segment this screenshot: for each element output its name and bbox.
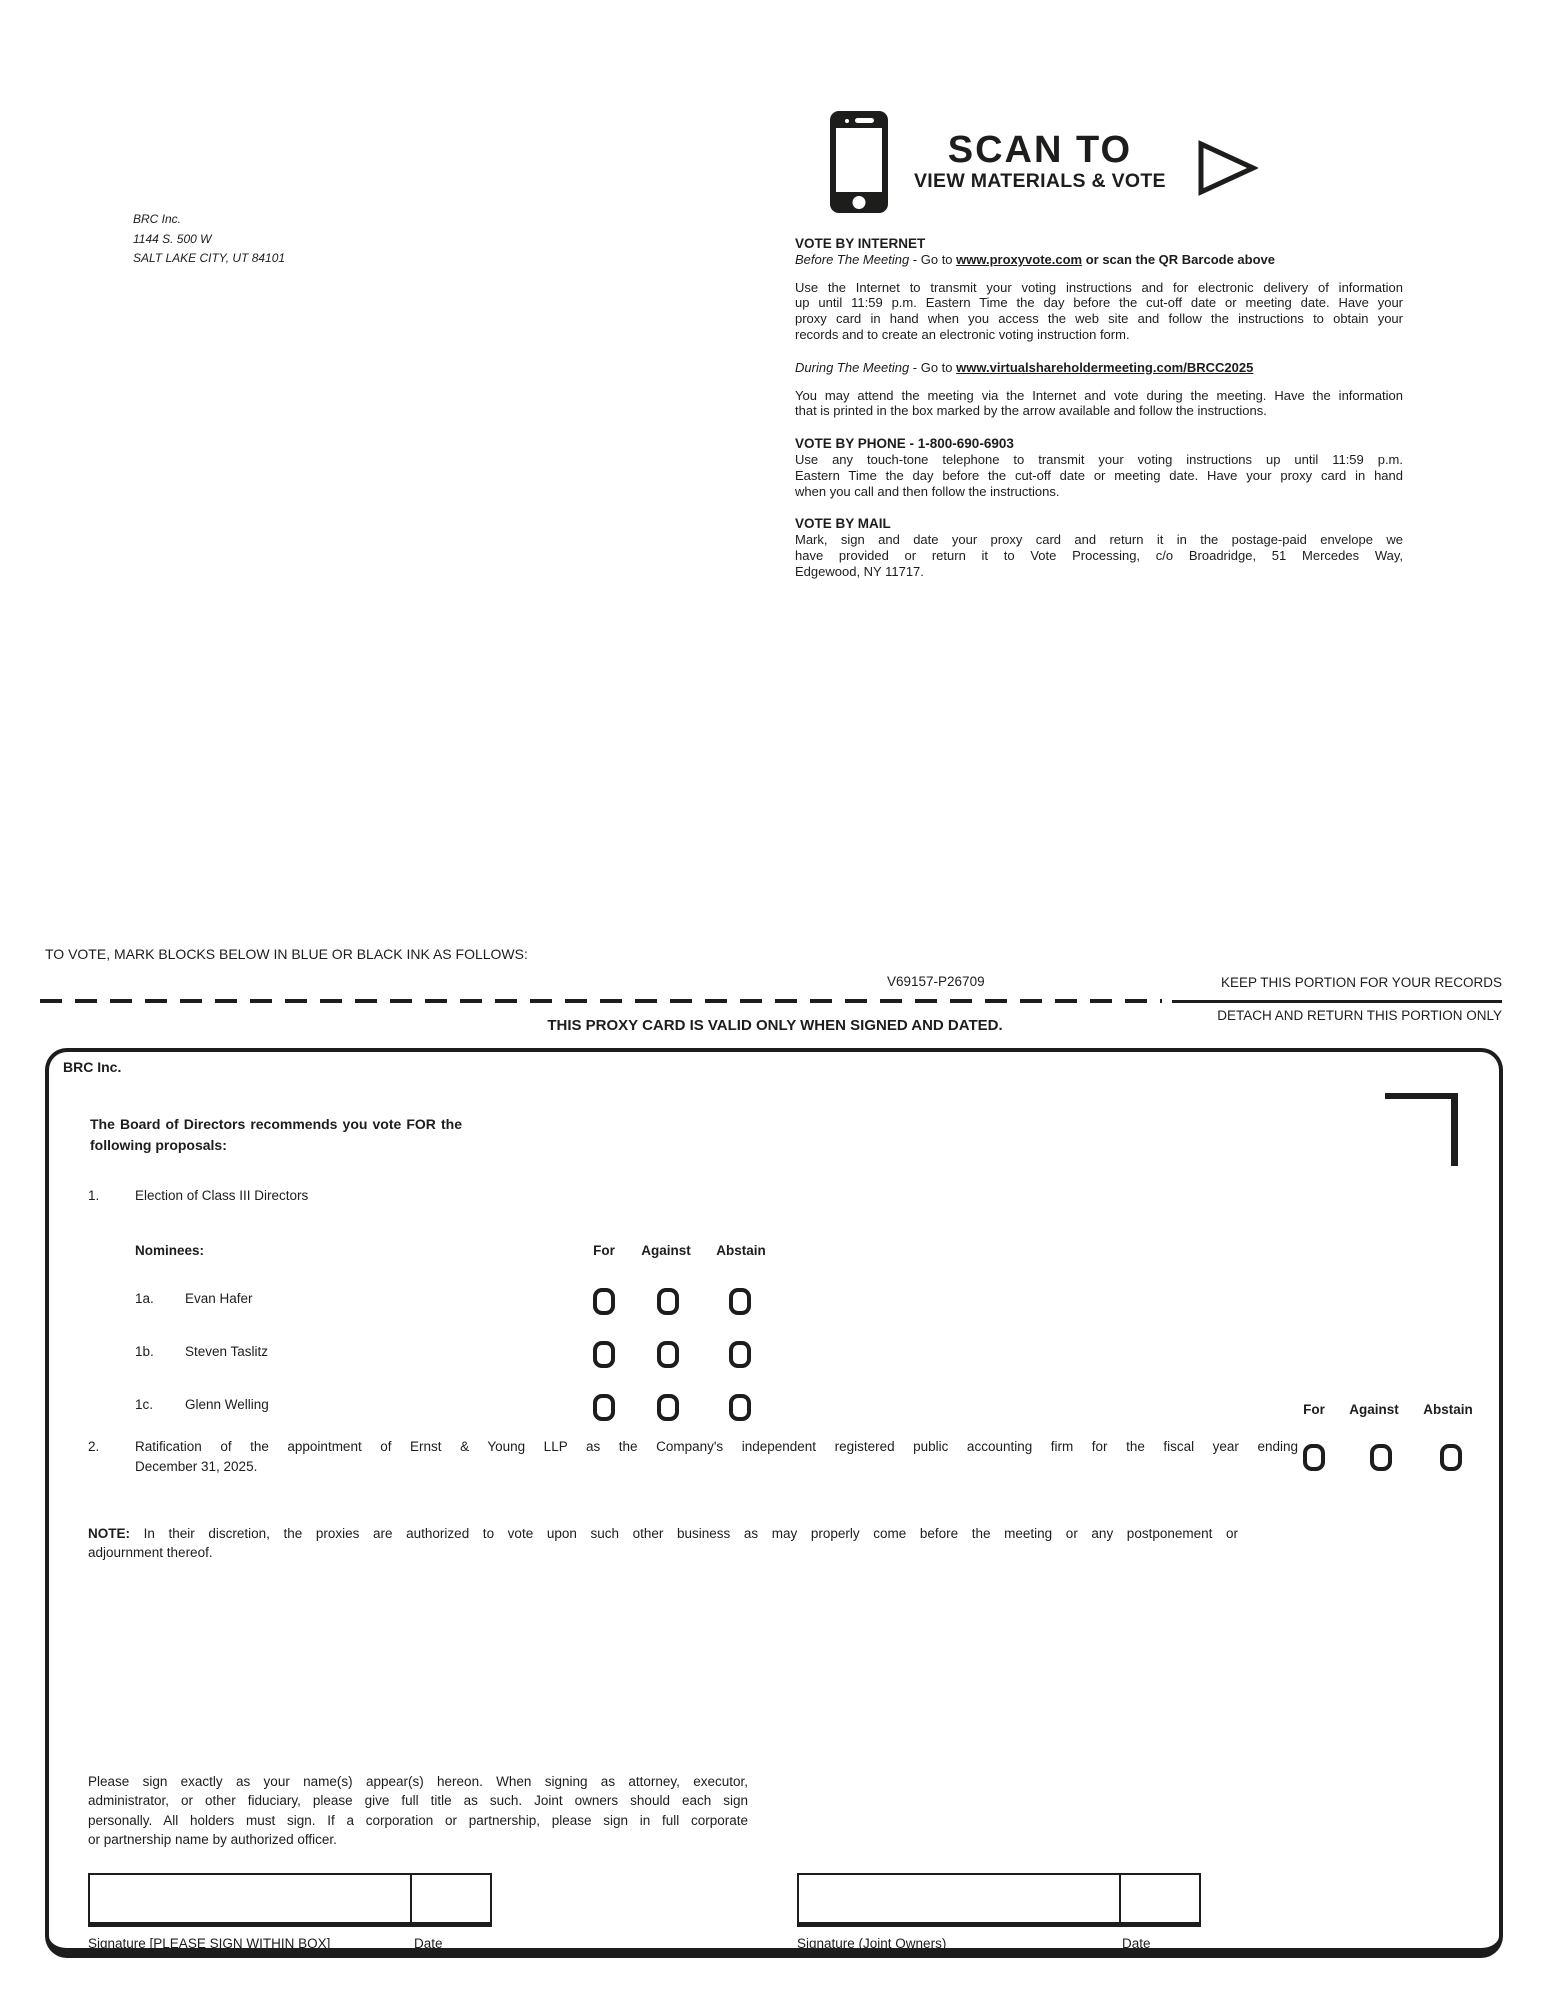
control-box-corner-mark — [1385, 1093, 1458, 1166]
nominee-row-1b — [135, 1344, 268, 1359]
before-meeting-suffix: or scan the QR Barcode above — [1082, 251, 1275, 267]
mark-blocks-instruction: TO VOTE, MARK BLOCKS BELOW IN BLUE OR BLACK INK AS FOLLOWS: — [45, 946, 528, 962]
checkbox-1a-for[interactable] — [593, 1288, 615, 1315]
proposal2-line1: Ratification of the appointment of Ernst & Young LLP as the Company's independent registered public accounting firm for the fiscal year ending — [135, 1439, 1298, 1454]
signature-joint-label: Signature (Joint Owners) — [797, 1936, 947, 1951]
note-paragraph — [88, 1524, 1238, 1562]
during-meeting-label: During The Meeting — [795, 359, 910, 375]
column-header-for-2: For — [1303, 1402, 1325, 1417]
during-meeting-line — [795, 360, 1403, 376]
note-line2: adjournment thereof. — [88, 1545, 213, 1560]
proxyvote-link[interactable]: www.proxyvote.com — [956, 251, 1083, 267]
during-meeting-paragraph: You may attend the meeting via the Internet and vote during the meeting. Have the information that is printed in the box marked by the arrow available and follow the instructions. — [795, 387, 1403, 419]
keep-portion-label: KEEP THIS PORTION FOR YOUR RECORDS — [1220, 975, 1502, 990]
vote-by-internet-heading: VOTE BY INTERNET — [795, 236, 926, 251]
phone-instructions-paragraph: Use any touch-tone telephone to transmit your voting instructions up until 11:59 p.m. Eastern Time the day before the cut-off date or meeting date. Have your proxy card in hand when you call and then follow the instructions. — [795, 451, 1403, 499]
note-line1: In their discretion, the proxies are authorized to vote upon such other business as may properly come before the meeting or any postponement or — [130, 1526, 1238, 1541]
before-meeting-line — [795, 252, 1403, 268]
scan-subtitle: VIEW MATERIALS & VOTE — [914, 170, 1166, 192]
arrow-right-icon — [1196, 139, 1258, 197]
nominee-number: 1c. — [135, 1397, 154, 1412]
nominee-name: Evan Hafer — [185, 1291, 253, 1306]
keep-portion-underline — [1172, 1000, 1502, 1003]
smartphone-icon — [830, 111, 888, 213]
column-header-abstain-2: Abstain — [1423, 1402, 1473, 1417]
board-recommendation: The Board of Directors recommends you vote FOR the following proposals: — [90, 1116, 462, 1153]
perforation-dashed-line — [40, 999, 1162, 1003]
virtual-meeting-link[interactable]: www.virtualshareholdermeeting.com/BRCC2025 — [956, 359, 1254, 375]
scan-banner-text — [914, 131, 1166, 193]
during-meeting-connector: - Go to — [909, 359, 957, 375]
signature-box-joint — [797, 1873, 1201, 1927]
proposal2-text — [135, 1437, 1298, 1477]
proposal2-line2: December 31, 2025. — [135, 1459, 258, 1474]
sender-address: BRC Inc. 1144 S. 500 W SALT LAKE CITY, UT 84101 — [133, 212, 286, 265]
signature-field-joint[interactable] — [799, 1875, 1119, 1922]
checkbox-1c-against[interactable] — [657, 1394, 679, 1421]
internet-instructions-paragraph: Use the Internet to transmit your voting instructions and for electronic delivery of information up until 11:59 p.m. Eastern Time the day before the cut-off date or meeting date. Have your proxy card in hand when you access the web site and follow the instructions to obtain your records and to create an electronic voting instruction form. — [795, 279, 1403, 342]
voting-instructions — [795, 236, 1403, 580]
before-meeting-connector: - Go to — [909, 251, 957, 267]
signature-primary-label: Signature [PLEASE SIGN WITHIN BOX] — [88, 1936, 331, 1951]
checkbox-1b-for[interactable] — [593, 1341, 615, 1368]
phone-camera-dot — [845, 119, 849, 123]
date-field-joint[interactable] — [1119, 1875, 1199, 1922]
column-header-against: Against — [641, 1243, 691, 1258]
valid-notice: THIS PROXY CARD IS VALID ONLY WHEN SIGNED AND DATED. — [547, 1017, 1003, 1034]
proposal1-title: Election of Class III Directors — [135, 1188, 309, 1203]
nominee-row-1c — [135, 1397, 269, 1412]
nominee-number: 1a. — [135, 1291, 154, 1306]
nominee-row-1a — [135, 1291, 253, 1306]
sign-instruction-paragraph: Please sign exactly as your name(s) appear(s) hereon. When signing as attorney, executor, administrator, or other fiduciary, please give full title as such. Joint owners should each sign personally. All holders must sign. If a corporation or partnership, please sign in full corporate or partnership name by authorized officer. — [88, 1774, 748, 1847]
detach-portion-label: DETACH AND RETURN THIS PORTION ONLY — [1217, 1008, 1502, 1023]
control-number: V69157-P26709 — [887, 974, 985, 989]
date-label-primary: Date — [414, 1936, 443, 1951]
checkbox-1a-against[interactable] — [657, 1288, 679, 1315]
checkbox-1a-abstain[interactable] — [729, 1288, 751, 1315]
date-field-primary[interactable] — [410, 1875, 490, 1922]
mail-instructions-paragraph: Mark, sign and date your proxy card and return it in the postage-paid envelope we have provided or return it to Vote Processing, c/o Broadridge, 51 Mercedes Way, Edgewood, NY 11717. — [795, 532, 1403, 579]
phone-home-button — [853, 196, 866, 209]
checkbox-1c-abstain[interactable] — [729, 1394, 751, 1421]
phone-screen — [836, 128, 882, 192]
checkbox-2-abstain[interactable] — [1440, 1444, 1462, 1471]
vote-by-mail-heading: VOTE BY MAIL — [795, 516, 891, 532]
nominee-number: 1b. — [135, 1344, 154, 1359]
phone-speaker-slot — [855, 118, 874, 123]
note-label: NOTE: — [88, 1526, 130, 1541]
nominees-label: Nominees: — [135, 1243, 205, 1258]
proposal1-number: 1. — [88, 1188, 100, 1203]
checkbox-1b-against[interactable] — [657, 1341, 679, 1368]
checkbox-2-against[interactable] — [1370, 1444, 1392, 1471]
signature-field-primary[interactable] — [90, 1875, 410, 1922]
checkbox-2-for[interactable] — [1303, 1444, 1325, 1471]
checkbox-1b-abstain[interactable] — [729, 1341, 751, 1368]
card-company-name: BRC Inc. — [63, 1059, 122, 1075]
nominee-name: Steven Taslitz — [185, 1344, 269, 1359]
date-label-joint: Date — [1122, 1936, 1151, 1951]
column-header-for: For — [593, 1243, 615, 1258]
proposal2-number: 2. — [88, 1439, 100, 1454]
scan-title: SCAN TO — [947, 129, 1133, 171]
scan-banner — [830, 111, 1258, 213]
column-header-against-2: Against — [1349, 1402, 1399, 1417]
vote-by-phone-heading: VOTE BY PHONE - 1-800-690-6903 — [795, 436, 1014, 452]
before-meeting-label: Before The Meeting — [795, 251, 910, 267]
column-header-abstain: Abstain — [716, 1243, 766, 1258]
checkbox-1c-for[interactable] — [593, 1394, 615, 1421]
nominee-name: Glenn Welling — [185, 1397, 269, 1412]
signature-box-primary — [88, 1873, 492, 1927]
